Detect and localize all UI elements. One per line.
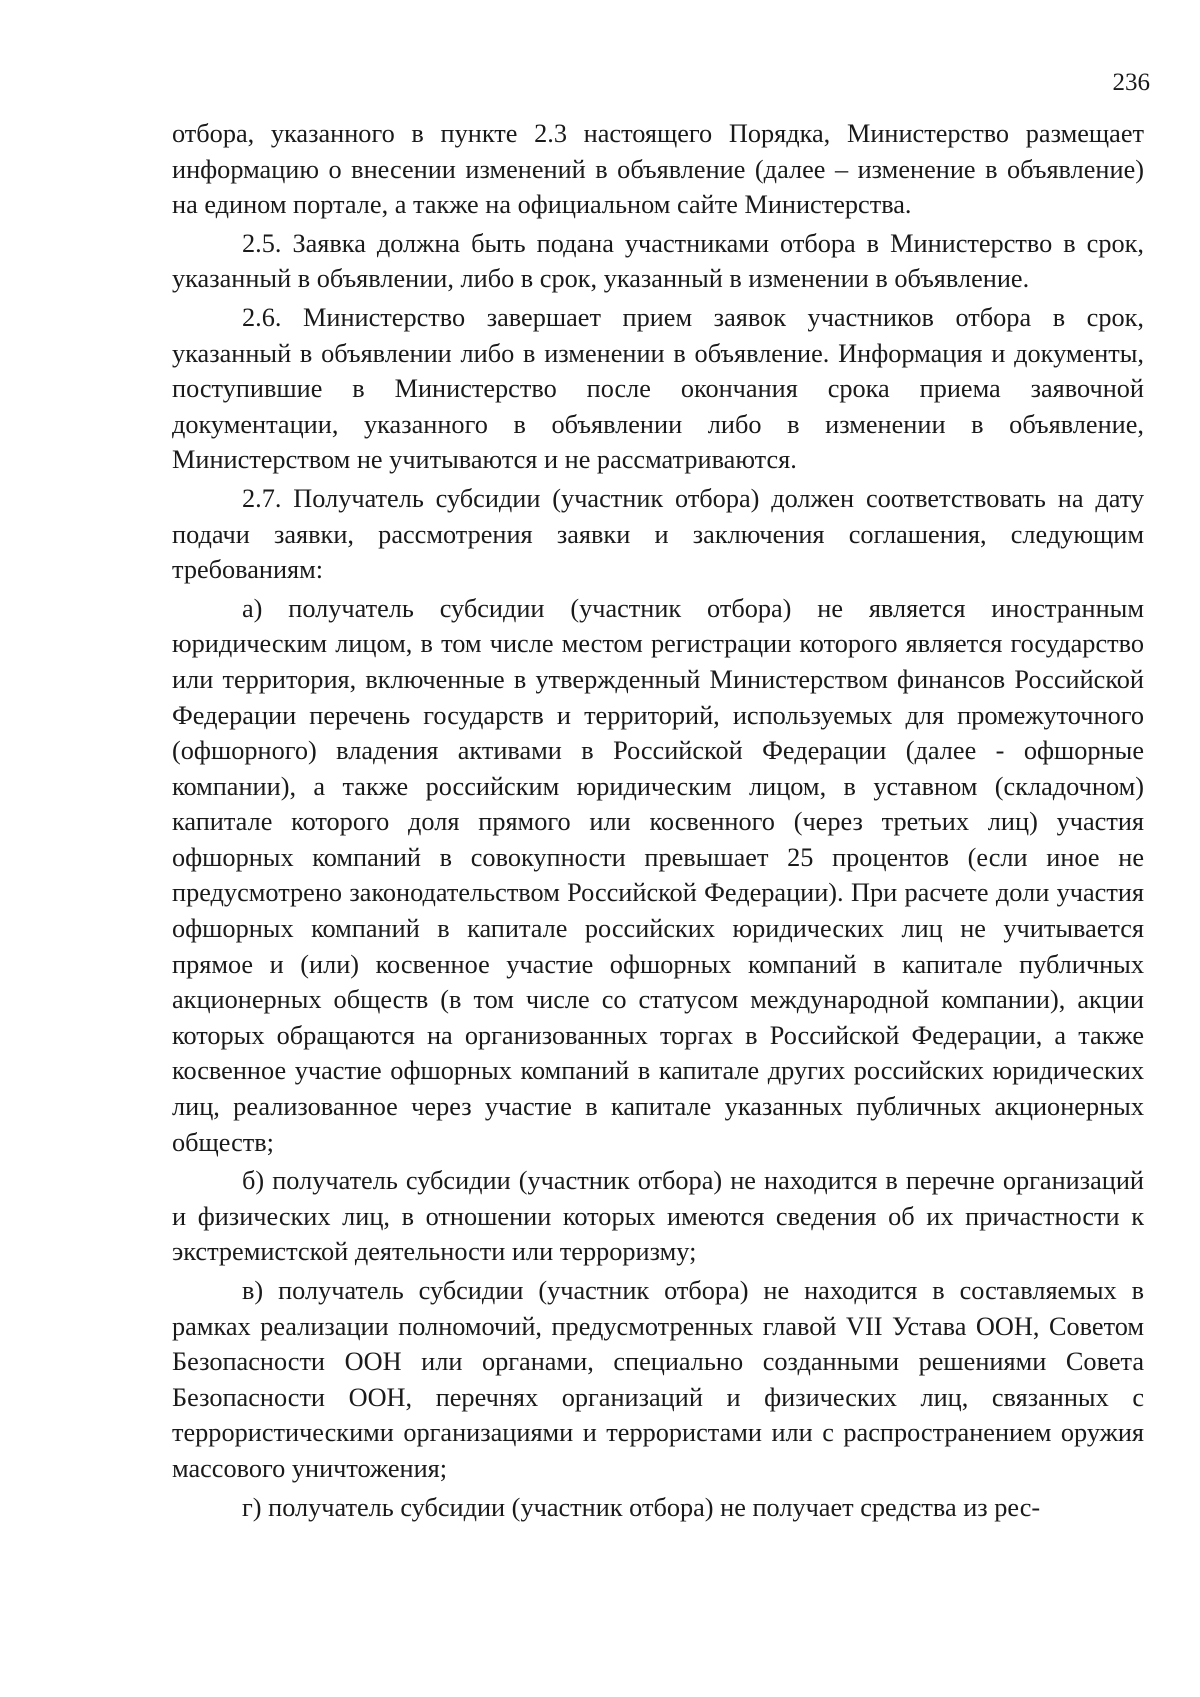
paragraph-2-7: 2.7. Получатель субсидии (участник отбора) должен соответствовать на дату подачи заявки, рассмотрения заявки и заключения соглашения, следующим требованиям:	[172, 483, 1144, 585]
paragraph-item-v: в) получатель субсидии (участник отбора) не находится в составляемых в рамках реализации полномочий, предусмотренных главой VII Устава ООН, Советом Безопасности ООН или органами, специально созданными решениями Совета Безопасности ООН, перечнях организаций и физических лиц, связанных с террористическими организациями и террористами или с распространением оружия массового уничтожения;	[172, 1276, 1144, 1483]
page-number: 236	[1112, 69, 1150, 96]
paragraph-2-5: 2.5. Заявка должна быть подана участниками отбора в Министерство в срок, указанный в объявлении, либо в срок, указанный в изменении в объявление.	[172, 228, 1144, 294]
paragraph-item-b: б) получатель субсидии (участник отбора) не находится в перечне организаций и физических лиц, в отношении которых имеются сведения об их причастности к экстремистской деятельности или терроризму;	[172, 1166, 1144, 1267]
paragraph-2-6: 2.6. Министерство завершает прием заявок участников отбора в срок, указанный в объявлении либо в изменении в объявление. Информация и документы, поступившие в Министерство после окончания срока приема заявочной документации, указанного в объявлении либо в изменении в объявление, Министерством не учитываются и не рассматриваются.	[172, 302, 1144, 475]
paragraph-item-g: г) получатель субсидии (участник отбора) не получает средства из рес-	[242, 1492, 1041, 1522]
document-body	[172, 116, 1144, 1525]
paragraph-item-a: а) получатель субсидии (участник отбора) не является иностранным юридическим лицом, в том числе местом регистрации которого является государство или территория, включенные в утвержденный Министерством финансов Российской Федерации перечень государств и территорий, используемых для промежуточного (офшорного) владения активами в Российской Федерации (далее - офшорные компании), а также российским юридическим лицом, в уставном (складочном) капитале которого доля прямого или косвенного (через третьих лиц) участия офшорных компаний в совокупности превышает 25 процентов (если иное не предусмотрено законодательством Российской Федерации). При расчете доли участия офшорных компаний в капитале российских юридических лиц не учитывается прямое и (или) косвенное участие офшорных компаний в капитале публичных акционерных обществ (в том числе со статусом международной компании), акции которых обращаются на организованных торгах в Российской Федерации, а также косвенное участие офшорных компаний в капитале других российских юридических лиц, реализованное через участие в капитале указанных публичных акционерных обществ;	[172, 593, 1144, 1157]
paragraph-continuation: отбора, указанного в пункте 2.3 настоящего Порядка, Министерство размещает информацию о внесении изменений в объявление (далее – изменение в объявление) на едином портале, а также на официальном сайте Министерства.	[172, 119, 1144, 220]
